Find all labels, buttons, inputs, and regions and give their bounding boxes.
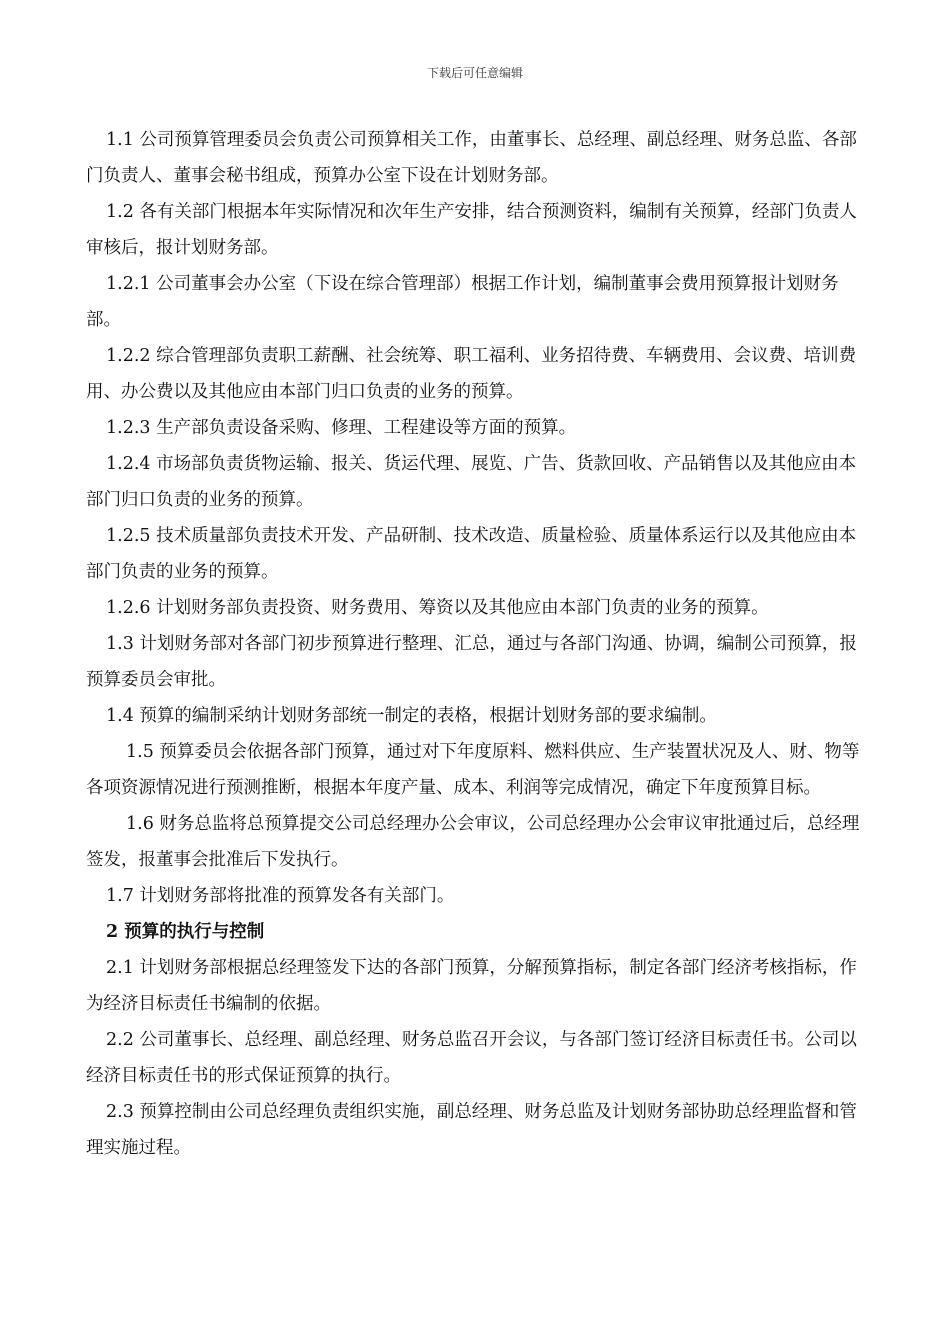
paragraph-2-2: 2.2 公司董事长、总经理、副总经理、财务总监召开会议，与各部门签订经济目标责任书。公司以经济目标责任书的形式保证预算的执行。 xyxy=(86,1030,857,1086)
paragraph-1-2-3: 1.2.3 生产部负责设备采购、修理、工程建设等方面的预算。 xyxy=(106,418,577,438)
paragraph-1-4: 1.4 预算的编制采纳计划财务部统一制定的表格，根据计划财务部的要求编制。 xyxy=(106,706,717,726)
paragraph-1-2-5: 1.2.5 技术质量部负责技术开发、产品研制、技术改造、质量检验、质量体系运行以及其他应由本部门负责的业务的预算。 xyxy=(86,526,857,582)
paragraph-1-5: 1.5 预算委员会依据各部门预算，通过对下年度原料、燃料供应、生产装置状况及人、财、物等各项资源情况进行预测推断，根据本年度产量、成本、利润等完成情况，确定下年度预算目标。 xyxy=(86,742,860,798)
page-header: 下载后可任意编辑 xyxy=(426,66,523,80)
document-body xyxy=(86,122,868,1166)
paragraph-1-2-4: 1.2.4 市场部负责货物运输、报关、货运代理、展览、广告、货款回收、产品销售以及其他应由本部门归口负责的业务的预算。 xyxy=(86,454,857,510)
paragraph-1-6: 1.6 财务总监将总预算提交公司总经理办公会审议，公司总经理办公会审议审批通过后，总经理签发，报董事会批准后下发执行。 xyxy=(86,814,860,870)
paragraph-1-2-2: 1.2.2 综合管理部负责职工薪酬、社会统筹、职工福利、业务招待费、车辆费用、会议费、培训费用、办公费以及其他应由本部门归口负责的业务的预算。 xyxy=(86,346,857,402)
paragraph-1-2-1: 1.2.1 公司董事会办公室（下设在综合管理部）根据工作计划，编制董事会费用预算报计划财务部。 xyxy=(86,274,839,330)
paragraph-1-1: 1.1 公司预算管理委员会负责公司预算相关工作，由董事长、总经理、副总经理、财务总监、各部门负责人、董事会秘书组成，预算办公室下设在计划财务部。 xyxy=(86,130,857,186)
paragraph-1-3: 1.3 计划财务部对各部门初步预算进行整理、汇总，通过与各部门沟通、协调，编制公司预算，报预算委员会审批。 xyxy=(86,634,857,690)
paragraph-2-3: 2.3 预算控制由公司总经理负责组织实施，副总经理、财务总监及计划财务部协助总经理监督和管理实施过程。 xyxy=(86,1102,857,1158)
section-heading-2: 2 预算的执行与控制 xyxy=(106,922,265,942)
paragraph-1-2-6: 1.2.6 计划财务部负责投资、财务费用、筹资以及其他应由本部门负责的业务的预算。 xyxy=(106,598,769,618)
paragraph-1-2: 1.2 各有关部门根据本年实际情况和次年生产安排，结合预测资料，编制有关预算，经部门负责人审核后，报计划财务部。 xyxy=(86,202,857,258)
paragraph-1-7: 1.7 计划财务部将批准的预算发各有关部门。 xyxy=(106,886,455,906)
paragraph-2-1: 2.1 计划财务部根据总经理签发下达的各部门预算，分解预算指标，制定各部门经济考核指标，作为经济目标责任书编制的依据。 xyxy=(86,958,857,1014)
